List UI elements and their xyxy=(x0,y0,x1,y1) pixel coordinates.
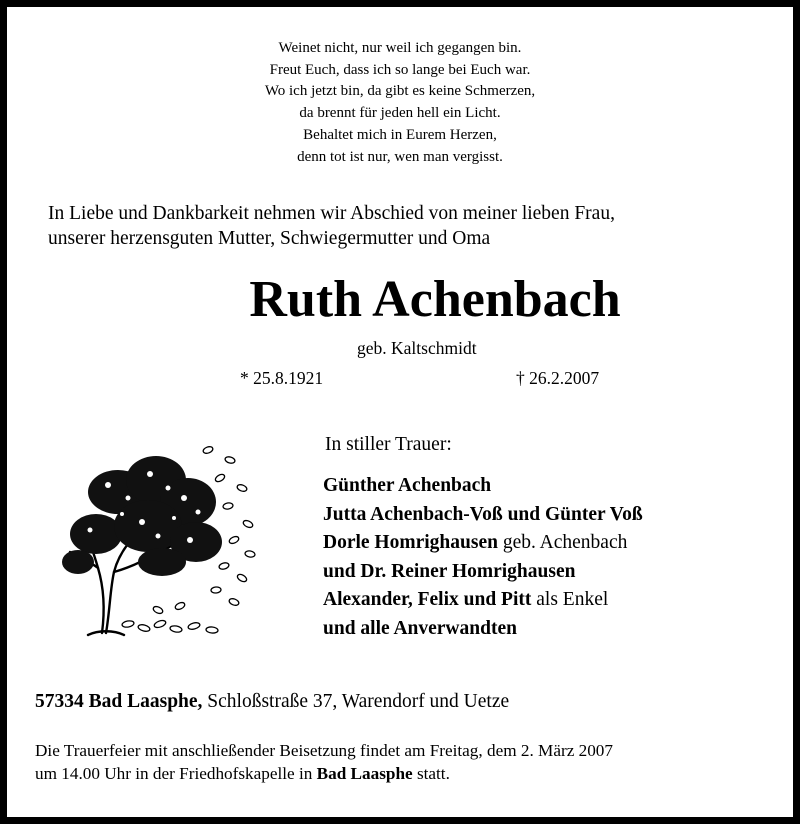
mourner-note: als Enkel xyxy=(531,589,609,611)
mourner-name: Dorle Homrighausen xyxy=(323,532,498,554)
service-text: statt. xyxy=(412,763,450,783)
intro-line: unserer herzensguten Mutter, Schwiegermutter und Oma xyxy=(48,228,491,249)
mourner-name: Alexander, Felix und Pitt xyxy=(323,589,532,611)
poem xyxy=(0,38,800,168)
mourner-line: und Dr. Reiner Homrighausen xyxy=(323,560,576,582)
service-line: Die Trauerfeier mit anschließender Beisetzung findet am Freitag, dem 2. März 2007 xyxy=(35,741,613,760)
poem-line: da brennt für jeden hell ein Licht. xyxy=(299,105,501,122)
poem-line: Freut Euch, dass ich so lange bei Euch war. xyxy=(269,61,531,78)
mourner-line: Günther Achenbach xyxy=(323,475,492,496)
intro-line: In Liebe und Dankbarkeit nehmen wir Abschied von meiner lieben Frau, xyxy=(48,203,615,224)
tree-icon xyxy=(58,430,258,640)
service-line xyxy=(35,763,613,786)
service-notice xyxy=(35,740,613,785)
mourners-list xyxy=(323,472,643,644)
poem-line: Weinet nicht, nur weil ich gegangen bin. xyxy=(278,40,522,56)
birth-date: * 25.8.1921 xyxy=(240,368,324,388)
address xyxy=(35,691,509,713)
mourner-line xyxy=(323,586,643,615)
intro-text xyxy=(48,201,615,251)
deceased-name: Ruth Achenbach xyxy=(249,271,621,328)
address-city: 57334 Bad Laasphe, xyxy=(35,691,203,712)
address-rest: Schloßstraße 37, Warendorf und Uetze xyxy=(202,691,510,712)
maiden-name: geb. Kaltschmidt xyxy=(357,338,477,358)
mourner-note: geb. Achenbach xyxy=(497,532,628,554)
death-date: † 26.2.2007 xyxy=(516,368,600,388)
mourner-line: und alle Anverwandten xyxy=(323,617,517,639)
poem-line: Behaltet mich in Eurem Herzen, xyxy=(303,126,497,143)
service-place: Bad Laasphe xyxy=(316,763,413,783)
mourner-line: Jutta Achenbach-Voß und Günter Voß xyxy=(323,503,643,525)
poem-line: denn tot ist nur, wen man vergisst. xyxy=(297,148,503,165)
poem-line: Wo ich jetzt bin, da gibt es keine Schmerzen, xyxy=(264,83,536,100)
service-text: um 14.00 Uhr in der Friedhofskapelle in xyxy=(35,763,317,783)
mourner-line xyxy=(323,529,643,558)
mourning-label: In stiller Trauer: xyxy=(325,434,452,455)
